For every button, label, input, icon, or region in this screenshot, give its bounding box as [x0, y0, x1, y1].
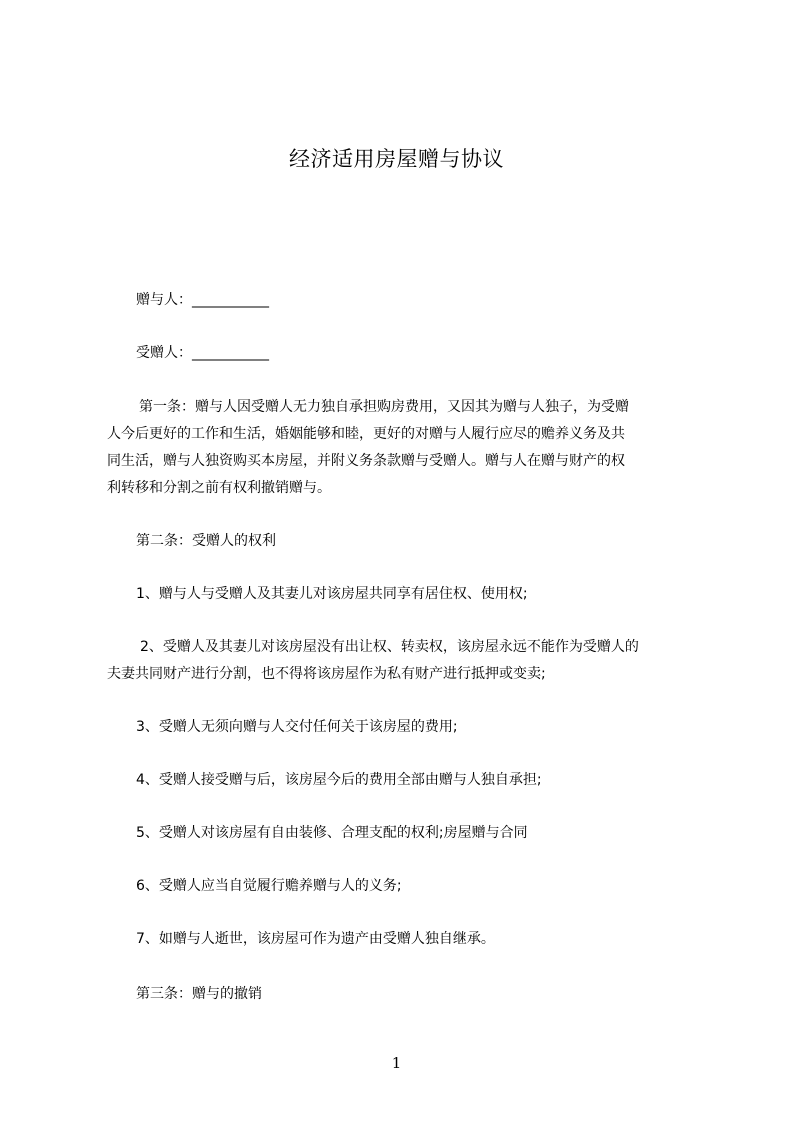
article1-line2: 人今后更好的工作和生活，婚姻能够和睦，更好的对赠与人履行应尽的赡养义务及共: [107, 426, 625, 442]
article2-item2-line1: 2、受赠人及其妻儿对该房屋没有出让权、转卖权，该房屋永远不能作为受赠人的: [140, 639, 639, 655]
article2-item7: 7、如赠与人逝世，该房屋可作为遗产由受赠人独自继承。: [136, 931, 495, 947]
article2-item4: 4、受赠人接受赠与后，该房屋今后的费用全部由赠与人独自承担;: [136, 772, 542, 788]
donor-line: 赠与人：___________: [136, 292, 269, 308]
article2-item2-line2: 夫妻共同财产进行分割，也不得将该房屋作为私有财产进行抵押或变卖;: [107, 666, 546, 682]
article2-item5: 5、受赠人对该房屋有自由装修、合理支配的权利;房屋赠与合同: [136, 825, 528, 841]
article1-line1: 第一条：赠与人因受赠人无力独自承担购房费用，又因其为赠与人独子，为受赠: [139, 399, 629, 415]
article2-item1: 1、赠与人与受赠人及其妻儿对该房屋共同享有居住权、使用权;: [136, 586, 528, 602]
article3-heading: 第三条：赠与的撤销: [136, 986, 262, 1002]
document-title: 经济适用房屋赠与协议: [289, 147, 504, 171]
article2-item6: 6、受赠人应当自觉履行赡养赠与人的义务;: [136, 878, 402, 894]
article2-heading: 第二条：受赠人的权利: [136, 533, 276, 549]
article1-line3: 同生活，赠与人独资购买本房屋，并附义务条款赠与受赠人。赠与人在赠与财产的权: [107, 453, 625, 469]
page-number: 1: [391, 1054, 402, 1072]
article2-item3: 3、受赠人无须向赠与人交付任何关于该房屋的费用;: [136, 719, 458, 735]
donee-line: 受赠人：___________: [136, 345, 269, 361]
article1-line4: 利转移和分割之前有权利撤销赠与。: [107, 480, 331, 496]
